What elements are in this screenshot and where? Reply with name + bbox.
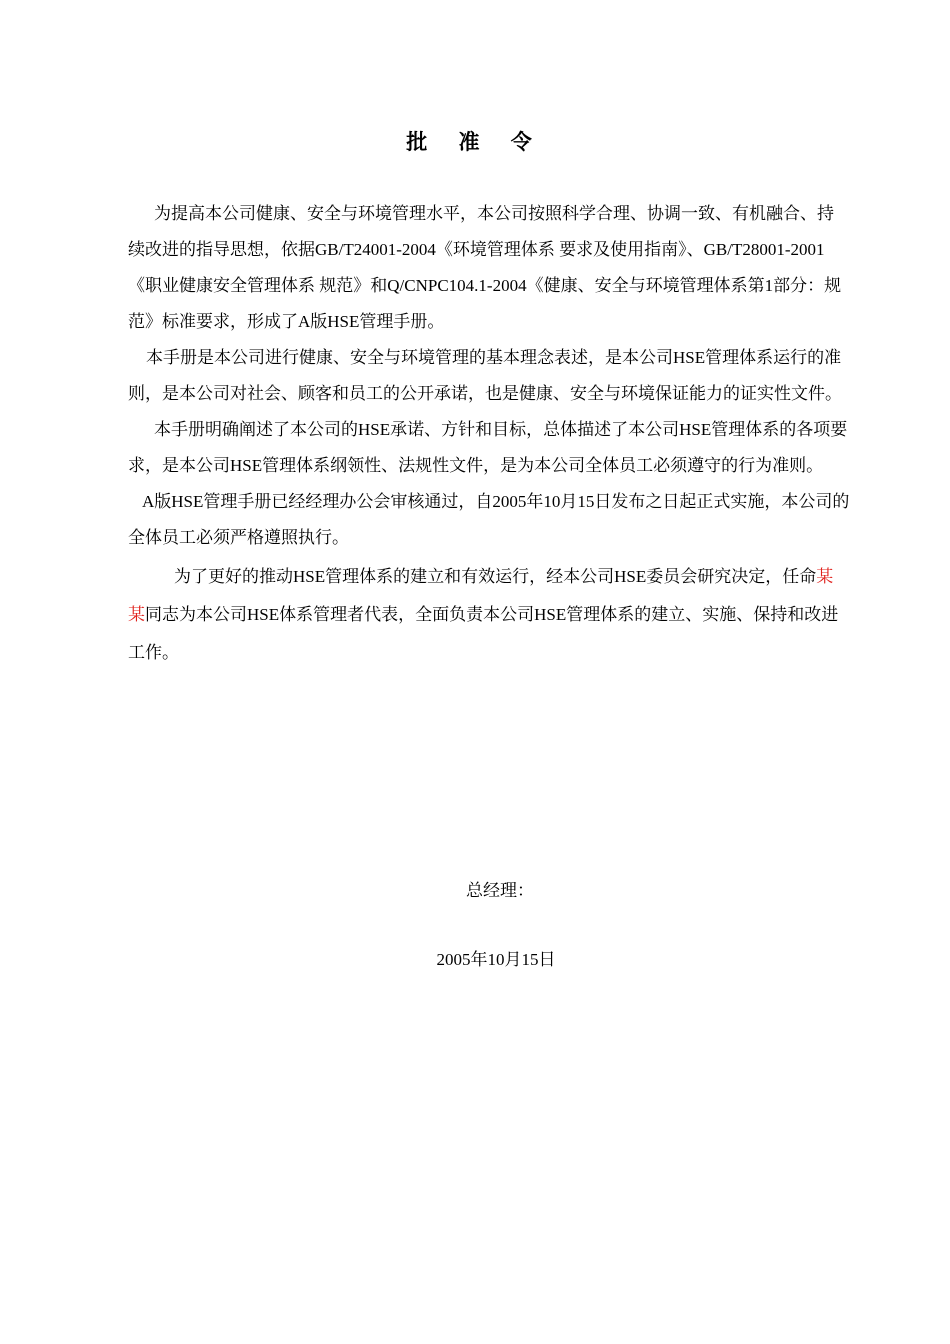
signature-label: 总经理：: [466, 881, 534, 900]
paragraph-effective-date: A版HSE管理手册已经经理办公会审核通过，自2005年10月15日发布之日起正式实施，本公司的全体员工必须严格遵照执行。: [128, 492, 850, 547]
paragraph-manual-purpose: 本手册是本公司进行健康、安全与环境管理的基本理念表述，是本公司HSE管理体系运行的准则，是本公司对社会、顾客和员工的公开承诺，也是健康、安全与环境保证能力的证实性文件。: [128, 348, 842, 403]
document-title: 批 准 令: [406, 130, 544, 154]
appointee-name: 某某: [128, 567, 834, 624]
paragraph-basis: 为提高本公司健康、安全与环境管理水平，本公司按照科学合理、协调一致、有机融合、持续改进的指导思想，依据GB/T24001-2004《环境管理体系 要求及使用指南》、GB/T28001-2001《职业健康安全管理体系 规范》和Q/CNPC104.1-2004《健康、安全与环境管理体系第1部分：规范》标准要求，形成了A版HSE管理手册。: [128, 204, 842, 331]
document-body: [128, 196, 850, 672]
paragraph-manual-content: 本手册明确阐述了本公司的HSE承诺、方针和目标，总体描述了本公司HSE管理体系的各项要求，是本公司HSE管理体系纲领性、法规性文件，是为本公司全体员工必须遵守的行为准则。: [128, 420, 848, 475]
appointment-text-before: 为了更好的推动HSE管理体系的建立和有效运行，经本公司HSE委员会研究决定，任命: [174, 567, 817, 586]
appointment-text-after: 同志为本公司HSE体系管理者代表，全面负责本公司HSE管理体系的建立、实施、保持和改进工作。: [128, 605, 839, 662]
signature-date: 2005年10月15日: [436, 950, 556, 969]
paragraph-appointment: [128, 558, 850, 672]
